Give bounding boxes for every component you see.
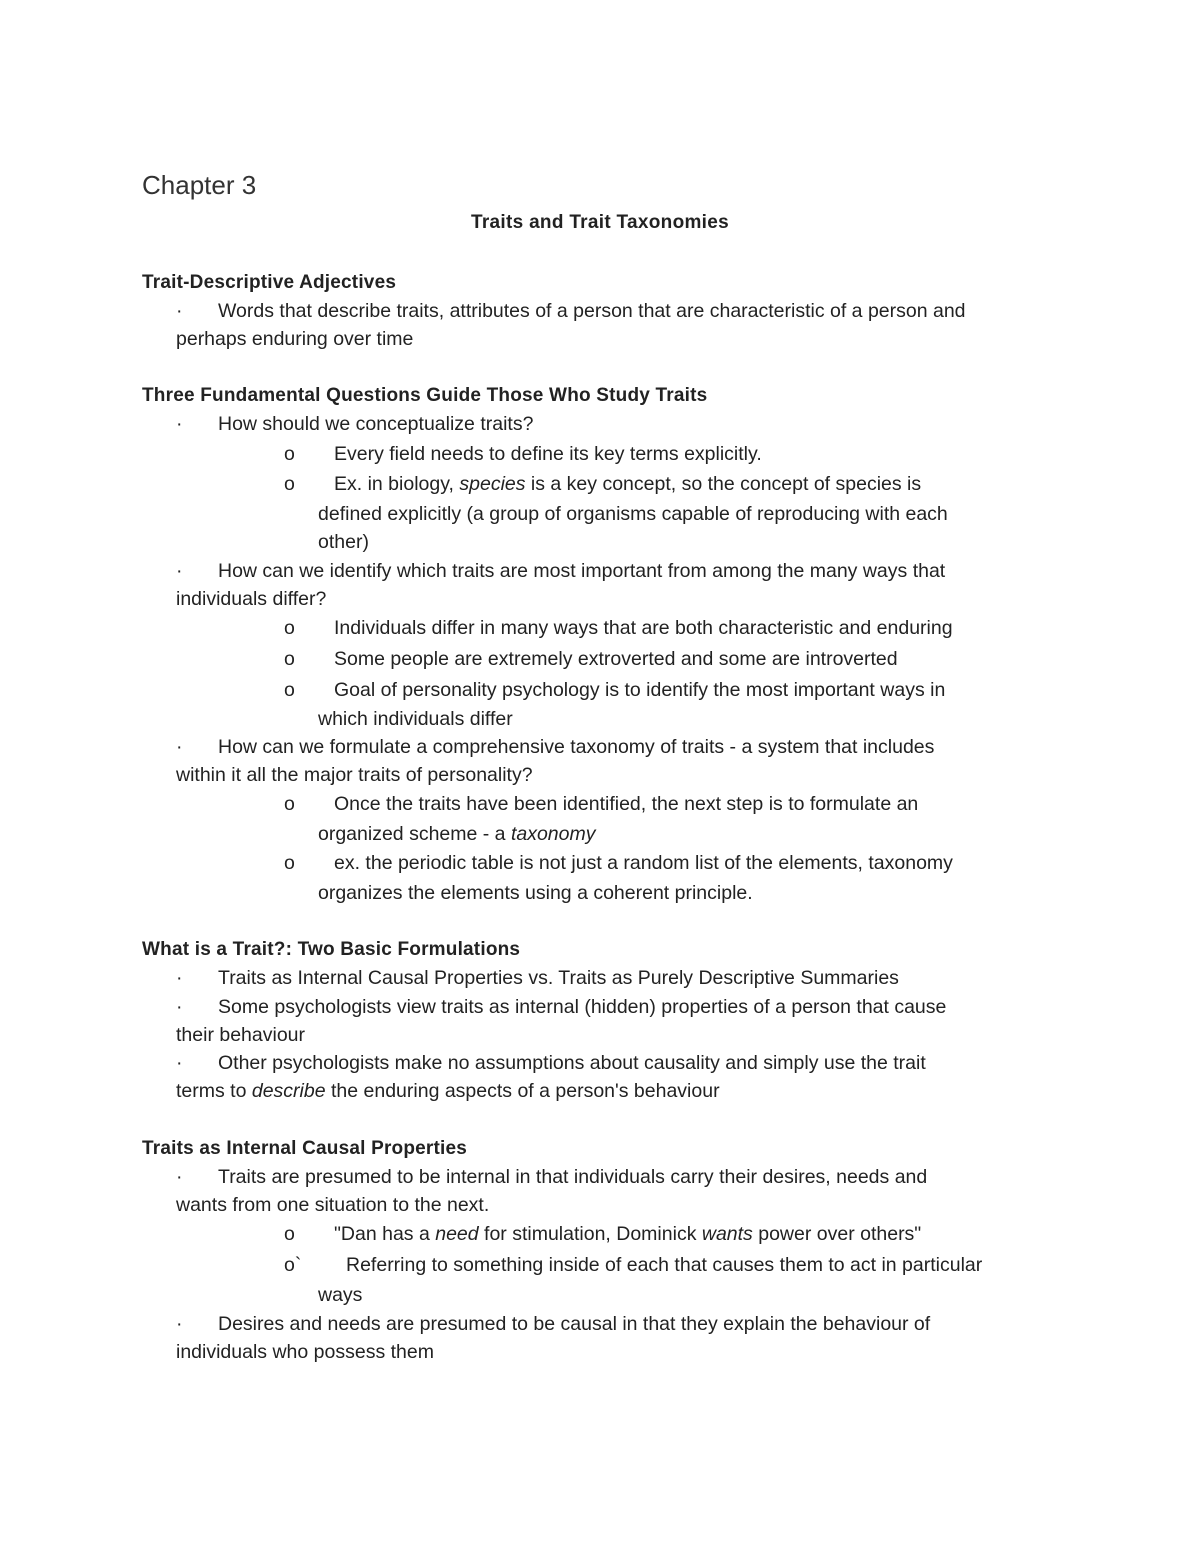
list-item: · Traits as Internal Causal Properties vs. Traits as Purely Descriptive Summaries bbox=[176, 964, 899, 992]
bullet-marker: · bbox=[176, 967, 183, 989]
sub-list-item: o ex. the periodic table is not just a random list of the elements, taxonomy bbox=[284, 849, 953, 877]
sub-bullet-marker: o bbox=[284, 473, 295, 495]
list-item-continuation: their behaviour bbox=[176, 1024, 305, 1046]
bullet-marker: · bbox=[176, 1052, 183, 1074]
sub-list-item: o Every field needs to define its key terms explicitly. bbox=[284, 440, 762, 468]
bullet-marker: · bbox=[176, 560, 183, 582]
sub-bullet-marker: o` bbox=[284, 1254, 302, 1276]
bullet-marker: · bbox=[176, 736, 183, 758]
list-item: · How should we conceptualize traits? bbox=[176, 410, 533, 438]
sub-list-item-continuation: defined explicitly (a group of organisms capable of reproducing with each bbox=[318, 503, 948, 525]
list-item-continuation: within it all the major traits of personality? bbox=[176, 764, 533, 786]
sub-list-item: o Some people are extremely extroverted and some are introverted bbox=[284, 645, 898, 673]
sub-bullet-marker: o bbox=[284, 1223, 295, 1245]
sub-bullet-marker: o bbox=[284, 443, 295, 465]
bullet-marker: · bbox=[176, 996, 183, 1018]
sub-list-item: o Once the traits have been identified, the next step is to formulate an bbox=[284, 790, 918, 818]
sub-list-item-continuation: other) bbox=[318, 531, 369, 553]
sub-bullet-marker: o bbox=[284, 679, 295, 701]
sub-list-item-continuation: ways bbox=[318, 1284, 363, 1306]
list-item: · How can we identify which traits are most important from among the many ways that bbox=[176, 557, 945, 585]
list-item-continuation: wants from one situation to the next. bbox=[176, 1194, 490, 1216]
page-title: Traits and Trait Taxonomies bbox=[471, 212, 729, 233]
bullet-marker: · bbox=[176, 300, 183, 322]
sub-list-item: o Ex. in biology, species is a key concept, so the concept of species is bbox=[284, 470, 921, 498]
list-item: · Desires and needs are presumed to be causal in that they explain the behaviour of bbox=[176, 1310, 930, 1338]
list-item: · Other psychologists make no assumptions about causality and simply use the trait bbox=[176, 1049, 926, 1077]
list-item: · How can we formulate a comprehensive taxonomy of traits - a system that includes bbox=[176, 733, 934, 761]
sub-list-item: o Goal of personality psychology is to identify the most important ways in bbox=[284, 676, 945, 704]
section-heading-fundamental-questions: Three Fundamental Questions Guide Those Who Study Traits bbox=[142, 385, 708, 406]
list-item-continuation: individuals who possess them bbox=[176, 1341, 434, 1363]
sub-list-item: o Individuals differ in many ways that are both characteristic and enduring bbox=[284, 614, 953, 642]
sub-bullet-marker: o bbox=[284, 852, 295, 874]
sub-list-item-continuation: organized scheme - a taxonomy bbox=[318, 823, 596, 845]
chapter-heading: Chapter 3 bbox=[142, 170, 257, 200]
bullet-marker: · bbox=[176, 413, 183, 435]
section-heading-what-is-a-trait: What is a Trait?: Two Basic Formulations bbox=[142, 939, 521, 960]
list-item-continuation: individuals differ? bbox=[176, 588, 327, 610]
sub-list-item: o "Dan has a need for stimulation, Dominick wants power over others" bbox=[284, 1220, 921, 1248]
section-heading-internal-causal: Traits as Internal Causal Properties bbox=[142, 1138, 468, 1159]
list-item: · Some psychologists view traits as internal (hidden) properties of a person that cause bbox=[176, 993, 946, 1021]
list-item: · Traits are presumed to be internal in that individuals carry their desires, needs and bbox=[176, 1163, 927, 1191]
section-heading-trait-descriptive: Trait-Descriptive Adjectives bbox=[142, 272, 397, 293]
list-item-continuation: terms to describe the enduring aspects of a person's behaviour bbox=[176, 1080, 720, 1102]
sub-bullet-marker: o bbox=[284, 793, 295, 815]
sub-bullet-marker: o bbox=[284, 617, 295, 639]
bullet-marker: · bbox=[176, 1166, 183, 1188]
sub-list-item: o` Referring to something inside of each that causes them to act in particular bbox=[284, 1251, 982, 1279]
sub-list-item-continuation: which individuals differ bbox=[318, 708, 513, 730]
bullet-marker: · bbox=[176, 1313, 183, 1335]
sub-list-item-continuation: organizes the elements using a coherent principle. bbox=[318, 882, 753, 904]
list-item-continuation: perhaps enduring over time bbox=[176, 328, 414, 350]
list-item: · Words that describe traits, attributes of a person that are characteristic of a person and bbox=[176, 297, 966, 325]
sub-bullet-marker: o bbox=[284, 648, 295, 670]
